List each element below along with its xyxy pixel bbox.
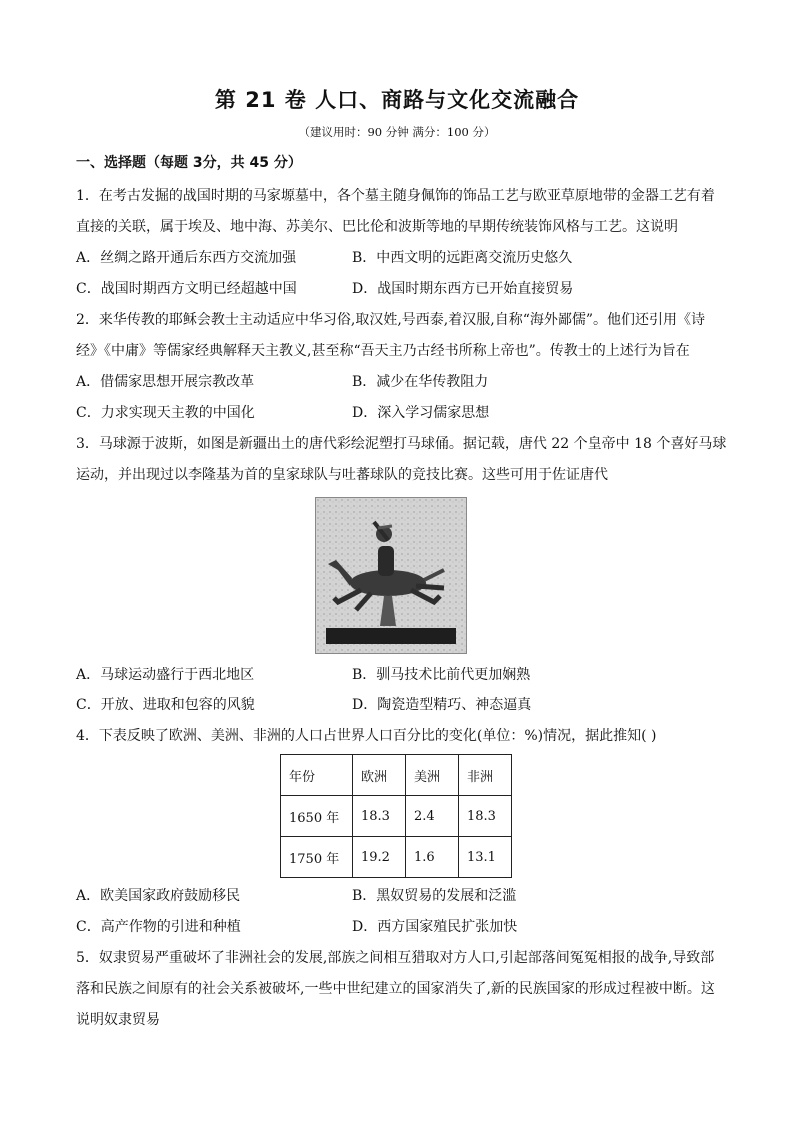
- table-cell: 1.6: [406, 837, 459, 878]
- q3-option-c: C．开放、进取和包容的风貌: [76, 697, 255, 713]
- table-row: [281, 796, 512, 837]
- table-row: [281, 837, 512, 878]
- q3-stem-line-1: 3．马球源于波斯，如图是新疆出土的唐代彩绘泥塑打马球俑。据记载，唐代 22 个皇帝中 18 个喜好马球: [76, 436, 727, 452]
- q1-option-a: A．丝绸之路开通后东西方交流加强: [76, 250, 297, 266]
- q2-stem-line-1: 2．来华传教的耶稣会教士主动适应中华习俗,取汉姓,号西泰,着汉服,自称“海外鄙儒”。他们还引用《诗: [76, 312, 706, 328]
- polo-figurine-image: [315, 497, 467, 654]
- q5-stem-line-1: 5．奴隶贸易严重破坏了非洲社会的发展,部族之间相互猎取对方人口,引起部落间冤冤相报的战争,导致部: [76, 950, 715, 966]
- population-table: [280, 754, 512, 878]
- table-header-cell: 非洲: [459, 755, 512, 796]
- q1-option-c: C．战国时期西方文明已经超越中国: [76, 281, 297, 297]
- q4-option-a: A．欧美国家政府鼓励移民: [76, 888, 241, 904]
- q3-stem-line-2: 运动，并出现过以李隆基为首的皇家球队与吐蕃球队的竞技比赛。这些可用于佐证唐代: [76, 467, 608, 483]
- q3-option-d: D．陶瓷造型精巧、神态逼真: [352, 697, 532, 713]
- page-subtitle: （建议用时：90 分钟 满分：100 分）: [298, 125, 496, 139]
- q3-option-a: A．马球运动盛行于西北地区: [76, 667, 255, 683]
- table-header-cell: 欧洲: [353, 755, 406, 796]
- q2-option-b: B．减少在华传教阻力: [352, 374, 489, 390]
- table-cell: 18.3: [353, 796, 406, 837]
- polo-rider-figure-icon: [316, 498, 466, 653]
- table-cell: 1650 年: [281, 796, 353, 837]
- table-header-cell: 年份: [281, 755, 353, 796]
- q1-option-d: D．战国时期东西方已开始直接贸易: [352, 281, 574, 297]
- q5-stem-line-3: 说明奴隶贸易: [76, 1012, 160, 1028]
- table-header-cell: 美洲: [406, 755, 459, 796]
- page-title: 第 21 卷 人口、商路与文化交流融合: [214, 88, 580, 112]
- q2-option-c: C．力求实现天主教的中国化: [76, 405, 255, 421]
- q4-option-d: D．西方国家殖民扩张加快: [352, 919, 518, 935]
- table-cell: 2.4: [406, 796, 459, 837]
- q2-stem-line-2: 经》《中庸》等儒家经典解释天主教义,甚至称“吾天主乃古经书所称上帝也”。传教士的上述行为旨在: [76, 343, 690, 359]
- table-cell: 13.1: [459, 837, 512, 878]
- q1-stem-line-2: 直接的关联，属于埃及、地中海、苏美尔、巴比伦和波斯等地的早期传统装饰风格与工艺。这说明: [76, 219, 678, 235]
- q4-option-b: B．黑奴贸易的发展和泛滥: [352, 888, 517, 904]
- table-cell: 18.3: [459, 796, 512, 837]
- table-header-row: [281, 755, 512, 796]
- q3-option-b: B．驯马技术比前代更加娴熟: [352, 667, 531, 683]
- q1-stem-line-1: 1．在考古发掘的战国时期的马家塬墓中，各个墓主随身佩饰的饰品工艺与欧亚草原地带的金器工艺有着: [76, 188, 715, 204]
- q1-option-b: B．中西文明的远距离交流历史悠久: [352, 250, 573, 266]
- table-cell: 1750 年: [281, 837, 353, 878]
- q2-option-d: D．深入学习儒家思想: [352, 405, 490, 421]
- q5-stem-line-2: 落和民族之间原有的社会关系被破坏,一些中世纪建立的国家消失了,新的民族国家的形成过程被中断。这: [76, 981, 715, 997]
- q4-stem-line-1: 4．下表反映了欧洲、美洲、非洲的人口占世界人口百分比的变化(单位：%)情况，据此推知( ): [76, 728, 657, 744]
- table-cell: 19.2: [353, 837, 406, 878]
- q4-option-c: C．高产作物的引进和种植: [76, 919, 241, 935]
- q2-option-a: A．借儒家思想开展宗教改革: [76, 374, 255, 390]
- section-heading: 一、选择题（每题 3分，共 45 分）: [76, 155, 302, 171]
